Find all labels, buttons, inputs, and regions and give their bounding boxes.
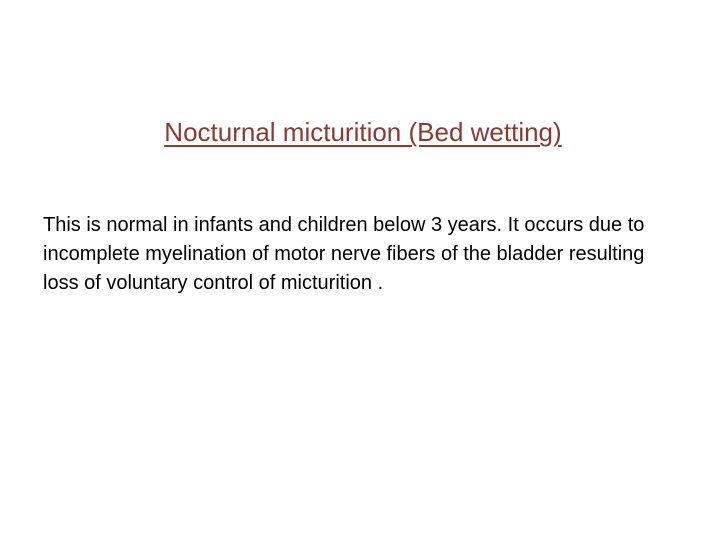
slide-title: Nocturnal micturition (Bed wetting)	[164, 117, 562, 147]
slide-body-text: This is normal in infants and children below 3 years. It occurs due to incomplete myelination of motor nerve fibers of the bladder resulting loss of voluntary control of micturition .	[43, 214, 645, 294]
